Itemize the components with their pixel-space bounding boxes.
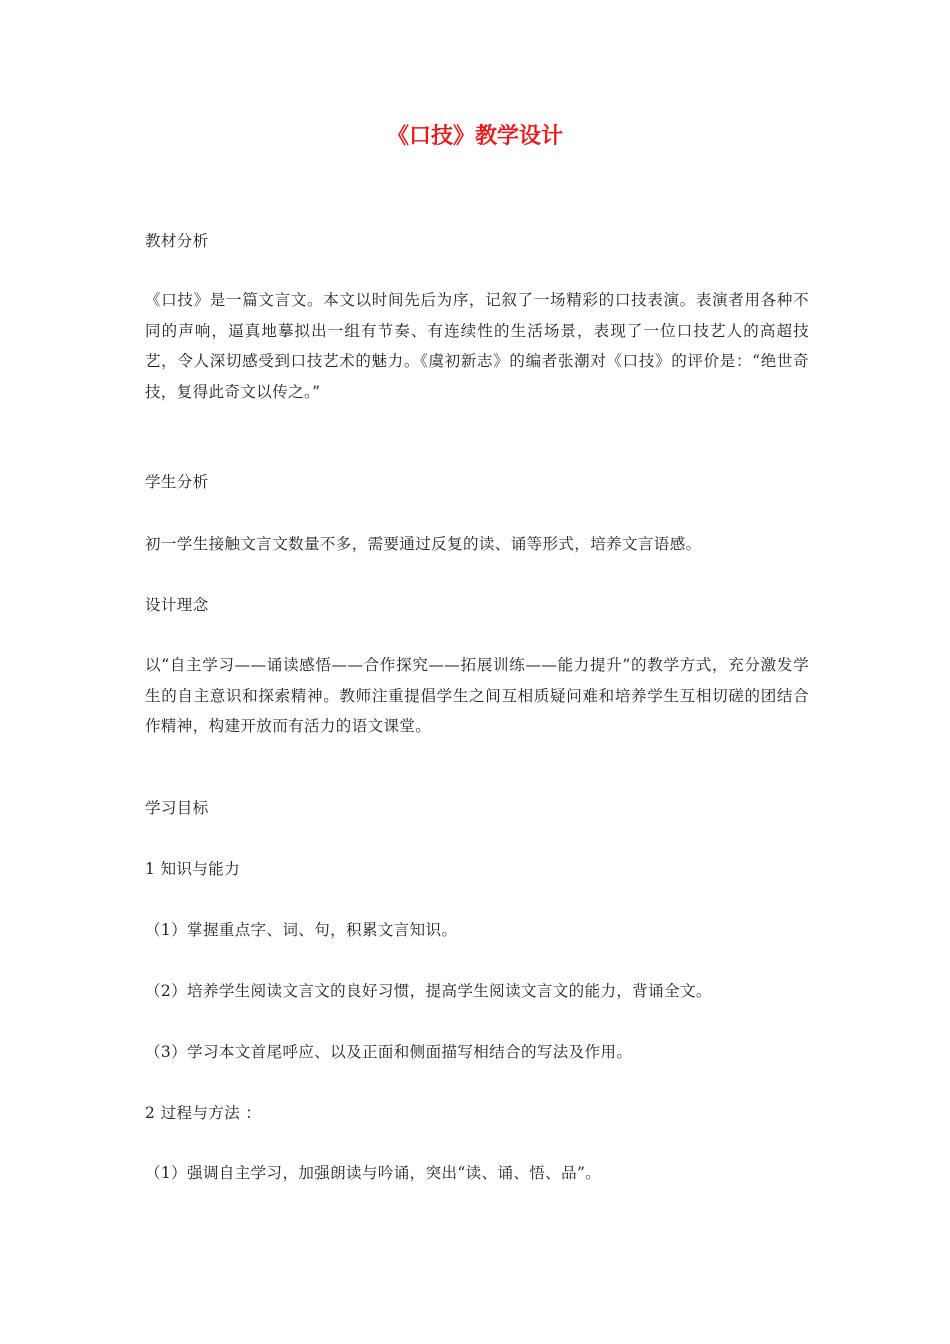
paragraph-student: 初一学生接触文言文数量不多，需要通过反复的读、诵等形式，培养文言语感。 (145, 535, 702, 553)
list-item: （1）强调自主学习，加强朗读与吟诵，突出“读、诵、悟、品”。 (145, 1164, 602, 1182)
list-item: （1）掌握重点字、词、句，积累文言知识。 (145, 921, 458, 939)
section-heading-concept: 设计理念 (145, 596, 209, 614)
document-title: 《口技》教学设计 (386, 124, 563, 149)
subheading-process-method: 2 过程与方法 ： (145, 1104, 262, 1122)
section-heading-material: 教材分析 (145, 232, 209, 250)
paragraph-concept: 以“自主学习——诵读感悟——合作探究——拓展训练——能力提升”的教学方式，充分激发学生的自主意识和探索精神。教师注重提倡学生之间互相质疑问难和培养学生互相切磋的团结合作精神，构建开放而有活力的语文课堂。 (145, 656, 809, 735)
list-item: （2）培养学生阅读文言文的良好习惯，提高学生阅读文言文的能力，背诵全文。 (145, 982, 712, 1000)
section-heading-student: 学生分析 (145, 473, 209, 491)
section-heading-goals: 学习目标 (145, 799, 209, 817)
subheading-knowledge-ability: 1 知识与能力 (145, 860, 241, 878)
list-item: （3）学习本文首尾呼应、以及正面和侧面描写相结合的写法及作用。 (145, 1043, 633, 1061)
paragraph-material: 《口技》是一篇文言文。本文以时间先后为序，记叙了一场精彩的口技表演。表演者用各种不同的声响，逼真地摹拟出一组有节奏、有连续性的生活场景，表现了一位口技艺人的高超技艺，令人深切感受到口技艺术的魅力。《虞初新志》的编者张潮对《口技》的评价是：“绝世奇技，复得此奇文以传之。” (145, 291, 809, 401)
